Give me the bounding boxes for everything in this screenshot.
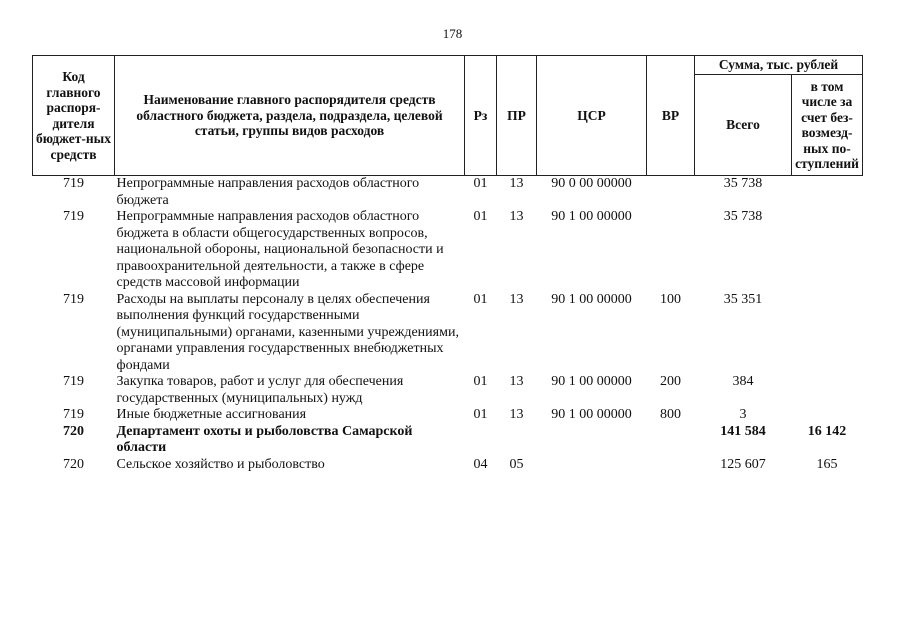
cell-total: 384 <box>732 374 754 389</box>
header-name: Наименование главного распорядителя средств областного бюджета, раздела, подраздела, целевой статьи, группы видов расходов <box>115 56 465 176</box>
cell-rz: 01 <box>473 291 488 307</box>
cell-total: 35 351 <box>723 291 763 307</box>
cell-total: 141 584 <box>720 423 766 439</box>
cell-rz: 04 <box>473 456 488 472</box>
table-row <box>33 374 863 407</box>
cell-incl <box>792 176 863 210</box>
cell-rz: 01 <box>473 176 488 191</box>
header-sum-group: Сумма, тыс. рублей <box>695 56 863 75</box>
cell-csr: 90 1 00 00000 <box>551 291 632 307</box>
cell-vr <box>647 176 695 210</box>
header-row-1 <box>33 56 863 75</box>
cell-code: 720 <box>63 456 84 472</box>
cell-total: 35 738 <box>723 176 763 191</box>
cell-incl: 16 142 <box>807 423 847 439</box>
cell-total: 35 738 <box>723 209 763 224</box>
cell-name: Сельское хозяйство и рыболовство <box>116 456 325 472</box>
cell-total: 3 <box>739 407 747 422</box>
table-row <box>33 209 863 292</box>
cell-rz: 01 <box>473 374 488 389</box>
header-code: Код главного распоря-дителя бюджет-ных средств <box>33 56 115 176</box>
cell-pr: 13 <box>509 176 524 191</box>
table-row <box>33 176 863 210</box>
cell-csr: 90 1 00 00000 <box>551 407 632 422</box>
cell-name: Закупка товаров, работ и услуг для обеспечения государственных (муниципальных) нужд <box>116 374 404 406</box>
cell-incl <box>792 209 863 292</box>
cell-rz: 01 <box>473 407 488 422</box>
cell-pr: 13 <box>509 407 524 422</box>
header-csr: ЦСР <box>537 56 647 176</box>
header-pr: ПР <box>497 56 537 176</box>
cell-code: 719 <box>63 209 84 224</box>
cell-pr: 13 <box>509 374 524 389</box>
cell-name: Непрограммные направления расходов областного бюджета в области общегосударственных вопросов, национальной обороны, национальной безопасности и правоохранительной деятельности, а также в сфере средств массовой информации <box>116 209 444 290</box>
table-row <box>33 424 863 457</box>
cell-vr: 800 <box>660 407 681 422</box>
table-row <box>33 292 863 375</box>
budget-table <box>32 55 863 473</box>
cell-vr <box>647 457 695 474</box>
cell-name: Расходы на выплаты персоналу в целях обеспечения выполнения функций государственными (муниципальными) органами, казенными учреждениями, органами управления государственных внебюджетных фондами <box>116 291 459 373</box>
cell-incl <box>792 407 863 424</box>
cell-code: 719 <box>63 176 84 191</box>
cell-incl <box>792 374 863 407</box>
page-number: 178 <box>442 26 463 41</box>
cell-name: Иные бюджетные ассигнования <box>116 407 307 422</box>
header-vr: ВР <box>647 56 695 176</box>
cell-pr: 13 <box>509 291 524 307</box>
cell-total: 125 607 <box>720 456 766 472</box>
cell-rz: 01 <box>473 209 488 224</box>
cell-vr <box>647 424 695 457</box>
cell-name: Непрограммные направления расходов областного бюджета <box>116 176 420 208</box>
cell-vr <box>647 209 695 292</box>
table-body <box>33 176 863 474</box>
cell-csr: 90 1 00 00000 <box>551 209 632 224</box>
cell-rz <box>465 424 497 457</box>
cell-pr: 13 <box>509 209 524 224</box>
cell-code: 719 <box>63 291 84 307</box>
cell-code: 719 <box>63 407 84 422</box>
cell-csr <box>537 424 647 457</box>
cell-pr: 05 <box>509 456 524 472</box>
cell-pr <box>497 424 537 457</box>
table-row <box>33 407 863 424</box>
cell-code: 719 <box>63 374 84 389</box>
header-total: Всего <box>695 75 792 176</box>
cell-csr <box>537 457 647 474</box>
table-row <box>33 457 863 474</box>
cell-code: 720 <box>63 423 84 439</box>
cell-name: Департамент охоты и рыболовства Самарской области <box>116 423 413 455</box>
cell-vr: 200 <box>660 374 681 389</box>
header-rz: Рз <box>465 56 497 176</box>
cell-incl: 165 <box>816 456 838 472</box>
header-incl: в том числе за счет без-возмезд-ных по-ступлений <box>792 75 863 176</box>
cell-vr: 100 <box>660 291 681 307</box>
cell-incl <box>792 292 863 375</box>
cell-csr: 90 1 00 00000 <box>551 374 632 389</box>
cell-csr: 90 0 00 00000 <box>551 176 632 191</box>
